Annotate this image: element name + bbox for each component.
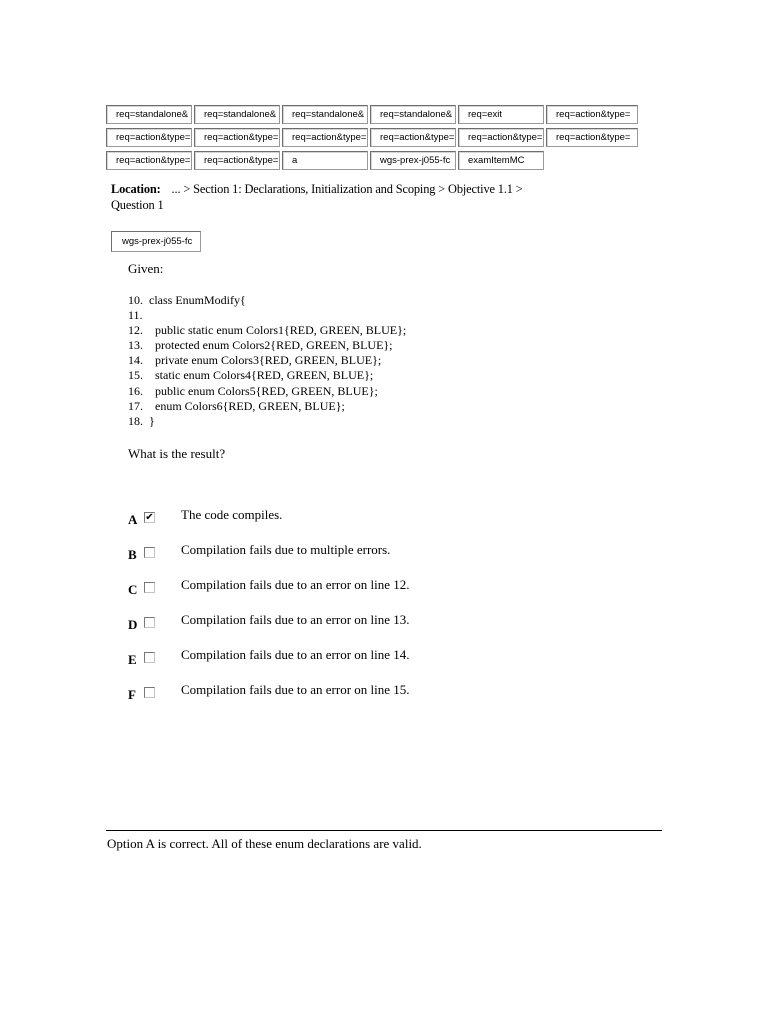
- text-field[interactable]: req=standalone&: [106, 105, 192, 124]
- option-checkbox[interactable]: [144, 687, 155, 698]
- location-breadcrumb: [111, 181, 561, 213]
- form-fields-row-1: [106, 105, 651, 127]
- text-field[interactable]: wgs-prex-j055-fc: [370, 151, 456, 170]
- option-checkbox[interactable]: ✔: [145, 512, 154, 523]
- text-field[interactable]: req=exit: [458, 105, 544, 124]
- option-text: Compilation fails due to an error on line 12.: [181, 577, 410, 592]
- text-field[interactable]: req=action&type=: [106, 128, 192, 147]
- option-checkbox[interactable]: [144, 617, 155, 628]
- option-text: Compilation fails due to multiple errors.: [181, 542, 391, 557]
- item-id-field[interactable]: wgs-prex-j055-fc: [111, 231, 201, 252]
- option-letter: F: [128, 687, 136, 702]
- code-line: 10. class EnumModify{: [128, 293, 246, 307]
- divider: [106, 830, 662, 831]
- code-line: 11.: [128, 308, 143, 323]
- code-line: 13. protected enum Colors2{RED, GREEN, BLUE};: [128, 338, 393, 353]
- code-line: 14. private enum Colors3{RED, GREEN, BLUE};: [128, 353, 382, 368]
- code-listing: [128, 293, 406, 429]
- option-text: The code compiles.: [181, 507, 283, 522]
- code-line: 15. static enum Colors4{RED, GREEN, BLUE};: [128, 368, 374, 383]
- text-field[interactable]: req=action&type=: [546, 105, 638, 124]
- option-letter: E: [128, 652, 137, 667]
- location-path: ... > Section 1: Declarations, Initialization and Scoping > Objective 1.1 > Question 1: [111, 182, 523, 212]
- given-label: Given:: [128, 261, 164, 276]
- option-text: Compilation fails due to an error on line 13.: [181, 612, 410, 627]
- question-prompt: What is the result?: [128, 446, 226, 461]
- code-line: 18. }: [128, 413, 155, 428]
- option-letter: B: [128, 547, 137, 562]
- text-field[interactable]: req=action&type=: [106, 151, 192, 170]
- form-fields-grid: [106, 105, 651, 174]
- text-field[interactable]: examItemMC: [458, 151, 544, 170]
- text-field[interactable]: req=standalone&: [282, 105, 368, 124]
- code-line: 12. public static enum Colors1{RED, GREEN, BLUE};: [128, 323, 407, 338]
- text-field[interactable]: req=action&type=: [458, 128, 544, 147]
- text-field[interactable]: a: [282, 151, 368, 170]
- text-field[interactable]: req=action&type=: [282, 128, 368, 147]
- text-field[interactable]: req=action&type=: [194, 151, 280, 170]
- option-letter: A: [128, 512, 138, 527]
- option-letter: C: [128, 582, 138, 597]
- option-checkbox[interactable]: [144, 547, 155, 558]
- option-letter: D: [128, 617, 138, 632]
- code-line: 17. enum Colors6{RED, GREEN, BLUE};: [128, 398, 345, 413]
- option-checkbox[interactable]: [144, 582, 155, 593]
- text-field[interactable]: req=action&type=: [370, 128, 456, 147]
- form-fields-row-2: [106, 128, 651, 150]
- text-field[interactable]: req=standalone&: [194, 105, 280, 124]
- code-line: 16. public enum Colors5{RED, GREEN, BLUE};: [128, 383, 378, 398]
- location-label: Location:: [111, 182, 161, 196]
- text-field[interactable]: req=action&type=: [194, 128, 280, 147]
- text-field[interactable]: req=action&type=: [546, 128, 638, 147]
- option-text: Compilation fails due to an error on line 15.: [181, 682, 410, 697]
- option-text: Compilation fails due to an error on line 14.: [181, 647, 410, 662]
- text-field[interactable]: req=standalone&: [370, 105, 456, 124]
- answer-explanation: Option A is correct. All of these enum declarations are valid.: [107, 836, 422, 851]
- form-fields-row-3: [106, 151, 651, 173]
- option-checkbox[interactable]: [144, 652, 155, 663]
